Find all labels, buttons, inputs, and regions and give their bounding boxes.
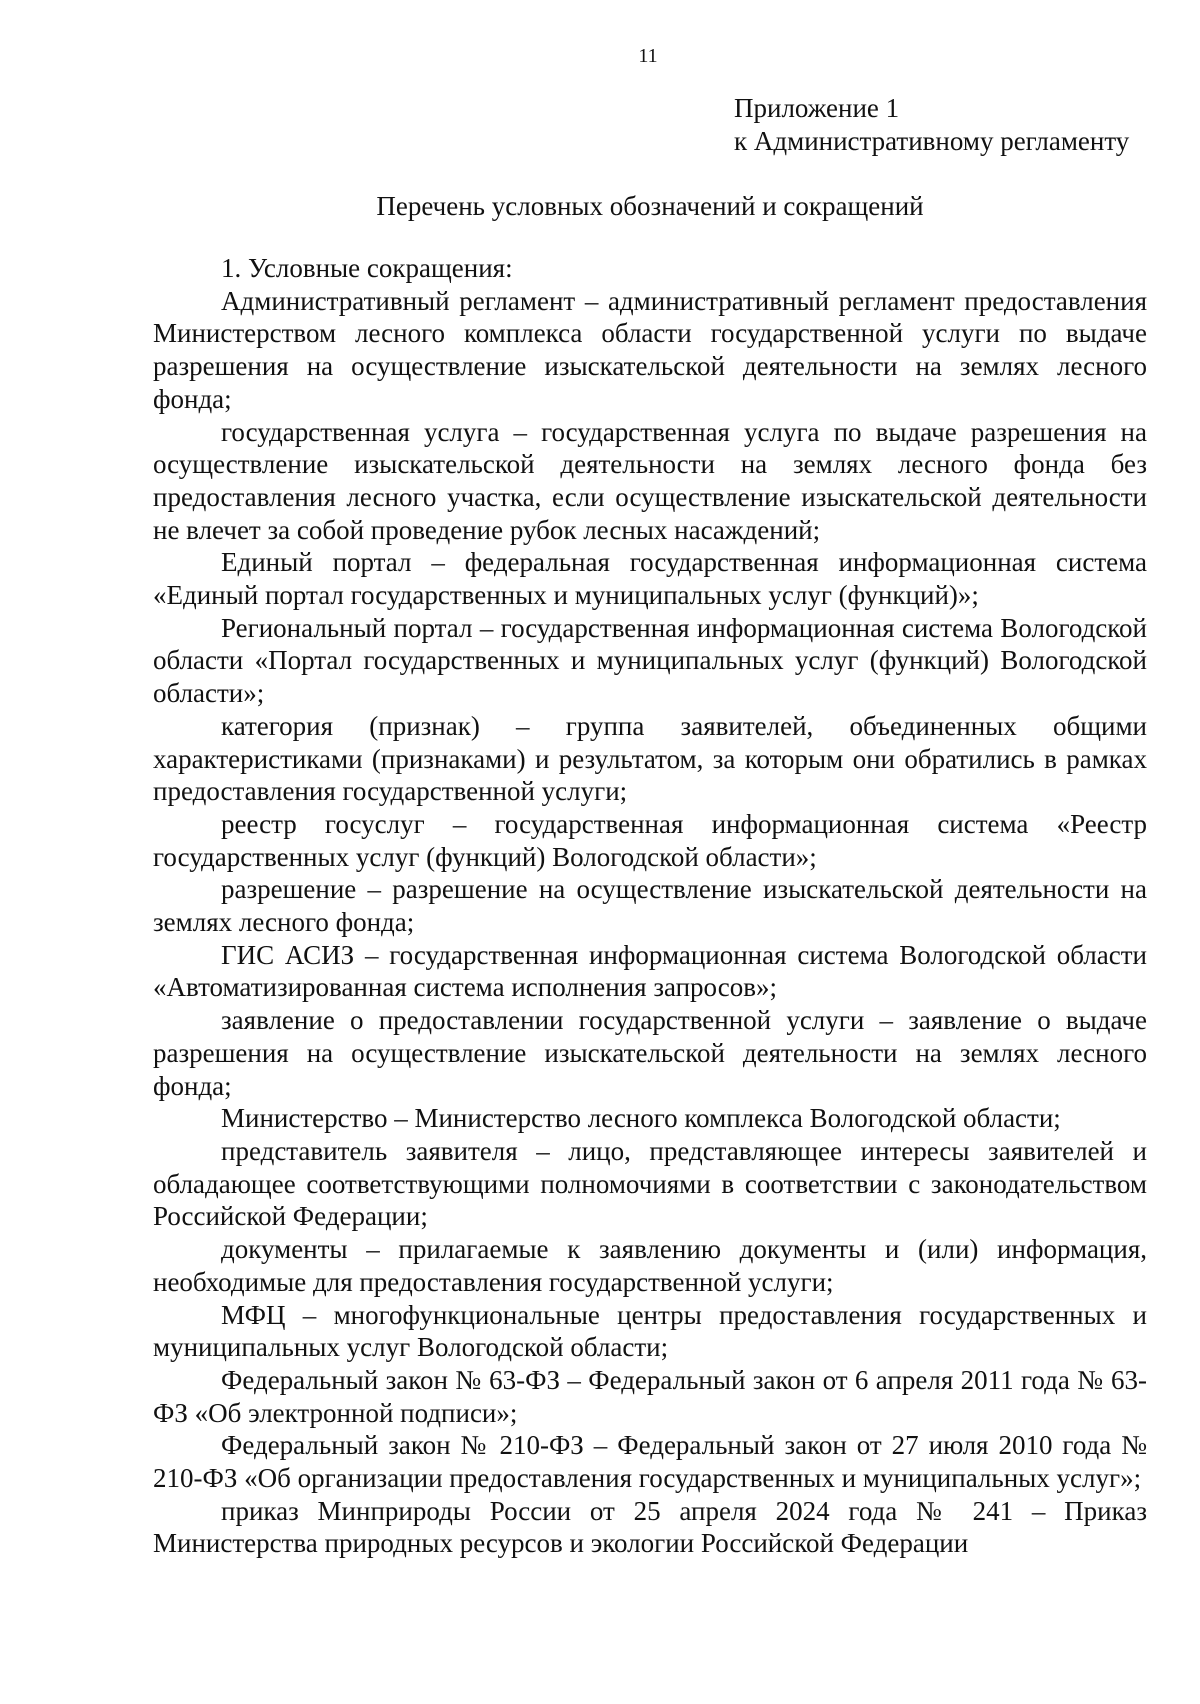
paragraph-federal-law-210: Федеральный закон № 210-ФЗ – Федеральный закон от 27 июля 2010 года № 210-ФЗ «Об организации предоставления государственных и муниципальных услуг»; — [153, 1430, 1147, 1494]
appendix-line-1: Приложение 1 — [734, 93, 900, 123]
paragraph-permit: разрешение – разрешение на осуществление изыскательской деятельности на землях лесного фонда; — [153, 874, 1147, 938]
paragraph-regional-portal: Региональный портал – государственная информационная система Вологодской области «Портал государственных и муниципальных услуг (функций) Вологодской области»; — [153, 612, 1147, 709]
paragraph-mfc: МФЦ – многофункциональные центры предоставления государственных и муниципальных услуг Вологодской области; — [153, 1299, 1147, 1363]
document-title: Перечень условных обозначений и сокращений — [376, 191, 924, 221]
paragraph-administrative-regulation: Административный регламент – административный регламент предоставления Министерством лесного комплекса области государственной услуги по выдаче разрешения на осуществление изыскательской деятельности на землях лесного фонда; — [153, 285, 1147, 414]
paragraph-ministry: Министерство – Министерство лесного комплекса Вологодской области; — [221, 1103, 1061, 1134]
paragraph-state-service: государственная услуга – государственная услуга по выдаче разрешения на осуществление изыскательской деятельности на землях лесного фонда без предоставления лесного участка, если осуществление изыскательской деятельности не влечет за собой проведение рубок лесных насаждений; — [153, 416, 1147, 545]
paragraph-category: категория (признак) – группа заявителей, объединенных общими характеристиками (признаками) и результатом, за которым они обратились в рамках предоставления государственной услуги; — [153, 710, 1147, 807]
appendix-header — [734, 92, 1129, 158]
section-heading: 1. Условные сокращения: — [221, 253, 513, 283]
paragraph-federal-law-63: Федеральный закон № 63-ФЗ – Федеральный закон от 6 апреля 2011 года № 63-ФЗ «Об электронной подписи»; — [153, 1364, 1147, 1428]
document-body — [153, 252, 1147, 1560]
paragraph-unified-portal: Единый портал – федеральная государственная информационная система «Единый портал государственных и муниципальных услуг (функций)»; — [153, 547, 1147, 611]
paragraph-application: заявление о предоставлении государственной услуги – заявление о выдаче разрешения на осуществление изыскательской деятельности на землях лесного фонда; — [153, 1005, 1147, 1101]
appendix-line-2: к Административному регламенту — [734, 126, 1130, 156]
paragraph-applicant-representative: представитель заявителя – лицо, представляющее интересы заявителей и обладающее соответствующими полномочиями в соответствии с законодательством Российской Федерации; — [153, 1135, 1147, 1232]
paragraph-order-minprirody: приказ Минприроды России от 25 апреля 2024 года № 241 – Приказ Министерства природных ресурсов и экологии Российской Федерации — [153, 1495, 1147, 1559]
page-number: 11 — [638, 45, 658, 67]
paragraph-gis-asiz: ГИС АСИЗ – государственная информационная система Вологодской области «Автоматизированная система исполнения запросов»; — [153, 939, 1147, 1003]
paragraph-services-registry: реестр госуслуг – государственная информационная система «Реестр государственных услуг (функций) Вологодской области»; — [153, 808, 1147, 872]
paragraph-documents: документы – прилагаемые к заявлению документы и (или) информация, необходимые для предоставления государственной услуги; — [153, 1234, 1147, 1297]
